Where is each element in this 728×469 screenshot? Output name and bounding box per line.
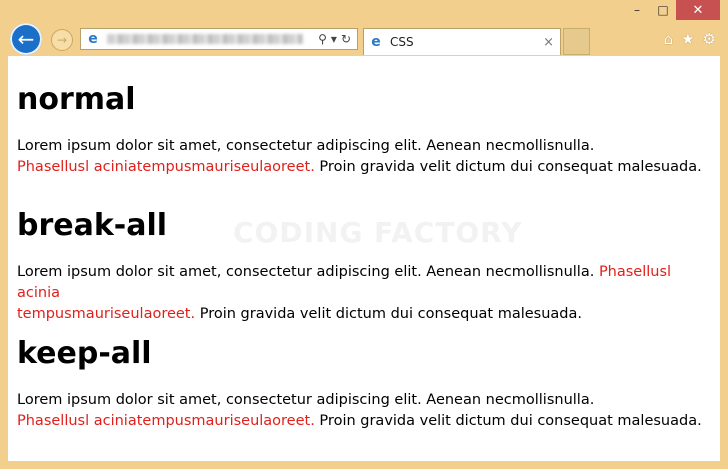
search-icon[interactable]: ⚲ [318,32,327,46]
section-normal [17,82,707,178]
refresh-icon[interactable]: ↻ [340,32,351,46]
new-tab-button[interactable] [563,28,590,55]
paragraph-text: Proin gravida velit dictum dui consequat malesuada. [314,413,702,429]
paragraph-text: Proin gravida velit dictum dui consequat malesuada. [314,159,702,175]
ie-logo-icon: e [371,34,381,50]
long-word-red: tempusmauriseulaoreet. [17,306,196,322]
ie-logo-icon: e [88,31,98,47]
paragraph-break-all [17,262,707,325]
settings-gear-icon[interactable]: ⚙ [702,30,716,48]
long-word-red: Phasellusl aciniatempusmauriseulaoreet. [17,159,315,175]
close-window-button[interactable]: ✕ [676,0,720,20]
back-arrow-icon: ← [17,27,35,51]
forward-button[interactable] [51,29,73,51]
page-content [8,56,720,461]
watermark: CODING FACTORY [233,216,523,249]
paragraph-keep-all [17,390,707,432]
home-icon[interactable]: ⌂ [663,30,674,48]
heading-keep-all: keep-all [17,336,152,371]
heading-normal: normal [17,82,136,117]
paragraph-text: Lorem ipsum dolor sit amet, consectetur adipiscing elit. Aenean necmollisnulla. [17,138,595,154]
paragraph-text: Lorem ipsum dolor sit amet, consectetur adipiscing elit. Aenean necmollisnulla. [17,264,599,280]
dropdown-icon[interactable]: ▾ [330,32,337,46]
address-bar[interactable] [80,28,358,50]
blurred-url [107,34,303,44]
tab-title: CSS [390,35,414,49]
favorites-star-icon[interactable]: ★ [681,30,695,48]
window-controls [624,0,720,22]
paragraph-text: Proin gravida velit dictum dui consequat malesuada. [195,306,582,322]
long-word-red: Phasellusl aciniatempusmauriseulaoreet. [17,413,315,429]
back-button[interactable] [10,23,42,55]
paragraph-normal [17,136,707,178]
maximize-button[interactable]: □ [657,3,669,17]
long-word-red: Phasellusl acinia [17,264,672,301]
section-keep-all [17,336,707,432]
tab-close-icon[interactable]: × [543,34,554,50]
paragraph-text: Lorem ipsum dolor sit amet, consectetur adipiscing elit. Aenean necmollisnulla. [17,392,595,408]
browser-chrome [0,0,728,56]
tab-css[interactable] [363,28,561,55]
address-tools [318,32,357,46]
section-break-all [17,208,707,325]
minimize-button[interactable]: – [634,3,640,17]
forward-arrow-icon: → [56,33,68,47]
toolbar-right [664,30,716,48]
heading-break-all: break-all [17,208,168,243]
